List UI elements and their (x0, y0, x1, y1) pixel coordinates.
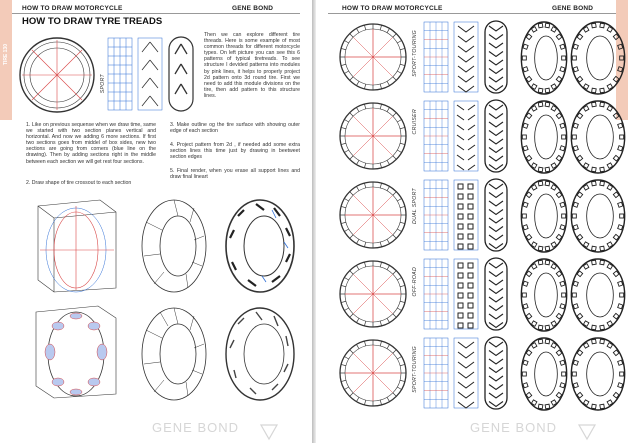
tread-grid-icon (424, 180, 448, 250)
row-label: SPORT-TOURING (412, 30, 418, 77)
left-page (0, 0, 312, 443)
tread-pattern-icon (454, 338, 478, 408)
tire-render-icon (570, 178, 626, 254)
tire-perspective-icon (516, 20, 572, 96)
tread-grid-icon (424, 259, 448, 329)
tire-wheel-icon (338, 22, 408, 92)
book-title: HOW TO DRAW MOTORCYCLE (342, 5, 443, 12)
tread-pattern-icon (454, 22, 478, 92)
tire-perspective-icon (516, 336, 572, 412)
step-2-text: 2. Draw shape of tire crossout to each section (26, 180, 132, 186)
tire-render-icon (570, 99, 626, 175)
tire-wheel-icon (338, 180, 408, 250)
row-label-sport: SPORT (100, 74, 106, 94)
step-5-text: 5. Final render, when you erase all support lines and draw final lineart (170, 168, 300, 181)
tire-render-icon (570, 336, 626, 412)
tread-grid-icon (424, 338, 448, 408)
step-3-text: 3. Make outline og the tire surface with showing outer edge of each section (170, 122, 300, 135)
tread-grid-icon (108, 38, 132, 110)
tire-perspective-icon (516, 99, 572, 175)
tire-wheel-icon (18, 36, 96, 114)
tire-sections-drawing (130, 304, 210, 402)
tread-pattern-icon (454, 259, 478, 329)
right-page (316, 0, 628, 443)
watermark: GENE BOND (470, 420, 558, 435)
tread-pattern-icon (138, 38, 162, 110)
watermark: GENE BOND (152, 420, 240, 435)
gb-logo-icon (260, 424, 278, 440)
tread-grid-icon (424, 101, 448, 171)
tire-3d-icon (484, 99, 508, 173)
gb-logo-icon (578, 424, 596, 440)
tread-grid-icon (424, 22, 448, 92)
tire-render-icon (570, 257, 626, 333)
tire-3d-icon (484, 336, 508, 410)
tire-perspective-icon (516, 178, 572, 254)
row-label: DUAL SPORT (412, 188, 418, 224)
tire-3d-icon (484, 257, 508, 331)
author-name: GENE BOND (552, 5, 594, 12)
page-title: HOW TO DRAW TYRE TREADS (22, 16, 163, 27)
construction-sections-drawing (30, 304, 120, 400)
row-label: OFF-ROAD (412, 267, 418, 297)
tire-perspective-icon (516, 257, 572, 333)
step-4-text: 4. Project pattern from 2d , if needed add some extra section lines this time just by drawing in beetweet section edges (170, 142, 300, 161)
tire-wheel-icon (338, 338, 408, 408)
tire-3d-icon (168, 36, 194, 112)
header-divider (12, 13, 300, 14)
tread-pattern-icon (454, 101, 478, 171)
intro-paragraph: Then we can explore different tire threads. Here is some example of most common threads for different motorcycle types. On left picture you can see this 6 patterns of typical tiretreads. To see structure I devided patterns into modules by pink lines, it helps to properly project 2d pattern onto 3d round tire. First we need to add this module divisions on the tire, then add pattern to this structure lines. (204, 32, 300, 99)
tire-render-icon (570, 20, 626, 96)
tire-3d-icon (484, 178, 508, 252)
tread-pattern-icon (454, 180, 478, 250)
author-name: GENE BOND (232, 5, 274, 12)
step-1-text: 1. Like on previous sequense when we draw time, same we started with two section planes vertical and horizontal. And now we adding 6 more sections. If first two sections goes from middel of box sides, new two sections are going from corners (blue line on the drawing). Then by adding sections right in the middle between each section we will get rest four sections. (26, 122, 156, 165)
tire-pattern-drawing (216, 196, 300, 294)
tire-wheel-icon (338, 101, 408, 171)
construction-box-drawing (30, 196, 120, 294)
page-number: TIRE 130 (3, 44, 9, 66)
header-divider (328, 13, 616, 14)
row-label: CRUISER (412, 109, 418, 135)
tire-wheel-icon (338, 259, 408, 329)
book-title: HOW TO DRAW MOTORCYCLE (22, 5, 123, 12)
tire-outline-drawing (130, 196, 210, 294)
row-label: SPORT-TOURING (412, 346, 418, 393)
tire-3d-icon (484, 20, 508, 94)
tire-final-drawing (216, 304, 300, 402)
